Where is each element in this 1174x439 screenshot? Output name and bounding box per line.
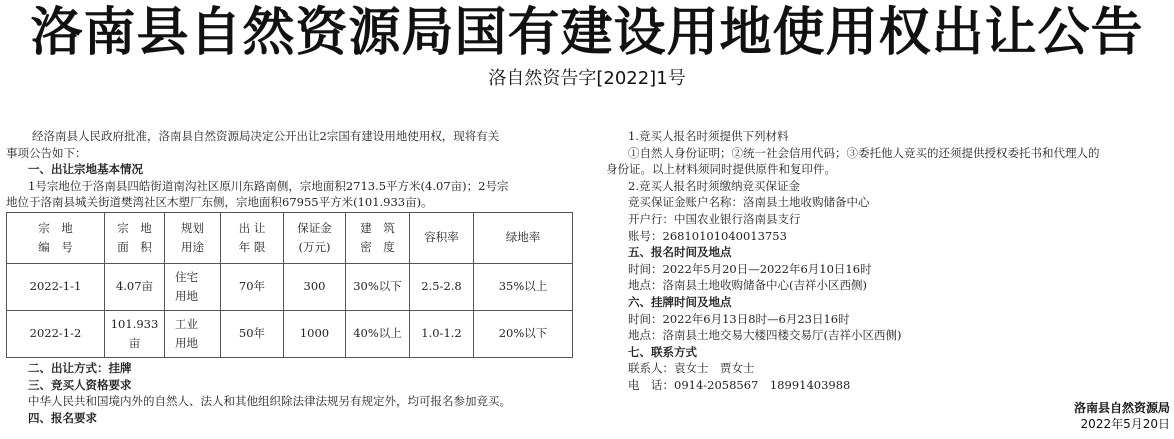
deposit-bank: 开户行：中国农业银行洛南县支行	[628, 211, 801, 226]
req-item-2: 2.竞买人报名时须缴纳竞买保证金	[628, 178, 800, 193]
signature-org: 洛南县自然资源局	[1073, 401, 1170, 415]
table-header-line: 规划	[181, 220, 204, 235]
table-cell: 2.5-2.8	[410, 263, 474, 310]
deposit-account-number: 账号：26810101040013753	[628, 228, 787, 243]
table-header-cell	[284, 212, 346, 263]
table-header-line: 容积率	[424, 230, 459, 245]
table-cell: 20%以下	[474, 310, 573, 357]
table-header-row	[7, 212, 573, 263]
req-item-1: 1.竞买人报名时须提供下列材料	[628, 129, 789, 143]
table-header-cell	[7, 212, 105, 263]
table-header-line: 出 让	[238, 220, 266, 235]
table-header-cell	[105, 212, 165, 263]
table-header-line: 保证金	[297, 220, 332, 235]
registration-place: 地点：洛南县土地收购储备中心(吉祥小区西侧)	[628, 278, 867, 293]
section-1-line-1: 1号宗地位于洛南县四皓街道南沟社区原川东路南侧，宗地面积2713.5平方米(4.07亩)；2号宗	[28, 178, 509, 193]
table-cell: 1000	[284, 310, 346, 357]
table-cell: 50年	[221, 310, 284, 357]
document-number: 洛自然资告字[2022]1号	[488, 68, 686, 89]
table-header-line: 年 限	[238, 239, 266, 254]
section-2-title: 二、出让方式：挂牌	[28, 360, 132, 375]
req-item-1-detail-cont: 身份证。以上材料须同时提供原件和复印件。	[606, 162, 836, 177]
req-item-1-detail: ①自然人身份证明；②统一社会信用代码；③委托他人竞买的还须提供授权委托书和代理人的	[628, 145, 1100, 160]
contact-phone: 电 话：0914-2058567 18991403988	[628, 377, 851, 392]
table-header-cell	[165, 212, 221, 263]
table-header-line: 用途	[181, 239, 204, 254]
table-header-line: 面 积	[117, 239, 152, 254]
table-cell: 300	[284, 263, 346, 310]
section-3-text: 中华人民共和国境内外的自然人、法人和其他组织除法律法规另有规定外，均可报名参加竞买。	[28, 394, 511, 409]
listing-place: 地点：洛南县土地交易大楼四楼交易厅(吉祥小区西侧)	[628, 328, 902, 343]
table-header-cell	[474, 212, 573, 263]
section-7-title: 七、联系方式	[628, 344, 697, 359]
table-cell: 40%以上	[346, 310, 410, 357]
section-5-title: 五、报名时间及地点	[628, 245, 732, 260]
table-header-line: 编 号	[38, 239, 73, 254]
table-header-line: (万元)	[298, 239, 331, 254]
table-header-line: 宗 地	[117, 220, 152, 235]
table-cell: 住宅 用地	[165, 263, 221, 310]
table-header-line: 建 筑	[360, 220, 395, 235]
section-4-title: 四、报名要求	[28, 410, 97, 425]
table-header-cell	[410, 212, 474, 263]
section-6-title: 六、挂牌时间及地点	[628, 294, 732, 309]
table-header-cell	[221, 212, 284, 263]
intro-line-1: 经洛南县人民政府批准，洛南县自然资源局决定公开出让2宗国有建设用地使用权，现将有关	[32, 129, 500, 143]
section-1-line-2: 地位于洛南县城关街道樊湾社区木塑厂东侧，宗地面积67955平方米(101.933亩)。	[6, 195, 433, 210]
listing-time: 时间：2022年6月13日8时—6月23日16时	[628, 311, 850, 326]
signature-date: 2022年5月20日	[1080, 417, 1170, 431]
left-column	[6, 128, 574, 426]
table-row	[7, 310, 573, 357]
table-cell: 70年	[221, 263, 284, 310]
table-cell: 2022-1-2	[7, 310, 105, 357]
table-row	[7, 263, 573, 310]
page-title: 洛南县自然资源局国有建设用地使用权出让公告	[30, 3, 1144, 63]
table-cell: 101.933亩	[105, 310, 165, 357]
table-cell: 1.0-1.2	[410, 310, 474, 357]
section-1-title: 一、出让宗地基本情况	[28, 162, 143, 177]
right-column	[606, 128, 1172, 394]
table-header-line: 绿地率	[505, 230, 541, 245]
table-header-line: 密 度	[360, 239, 395, 254]
table-cell: 35%以上	[474, 263, 573, 310]
signature-block	[1000, 400, 1170, 432]
table-cell: 30%以下	[346, 263, 410, 310]
registration-time: 时间：2022年5月20日—2022年6月10日16时	[628, 261, 872, 276]
parcel-table	[6, 212, 573, 358]
table-cell: 工业 用地	[165, 310, 221, 357]
table-header-line: 宗 地	[38, 220, 73, 235]
intro-line-2: 事项公告如下：	[6, 145, 87, 160]
table-cell: 2022-1-1	[7, 263, 105, 310]
table-cell: 4.07亩	[105, 263, 165, 310]
table-header-cell	[346, 212, 410, 263]
contact-persons: 联系人：袁女士 贾女士	[628, 361, 755, 376]
deposit-account-name: 竞买保证金账户名称：洛南县土地收购储备中心	[628, 195, 870, 210]
section-3-title: 三、竞买人资格要求	[28, 377, 132, 392]
